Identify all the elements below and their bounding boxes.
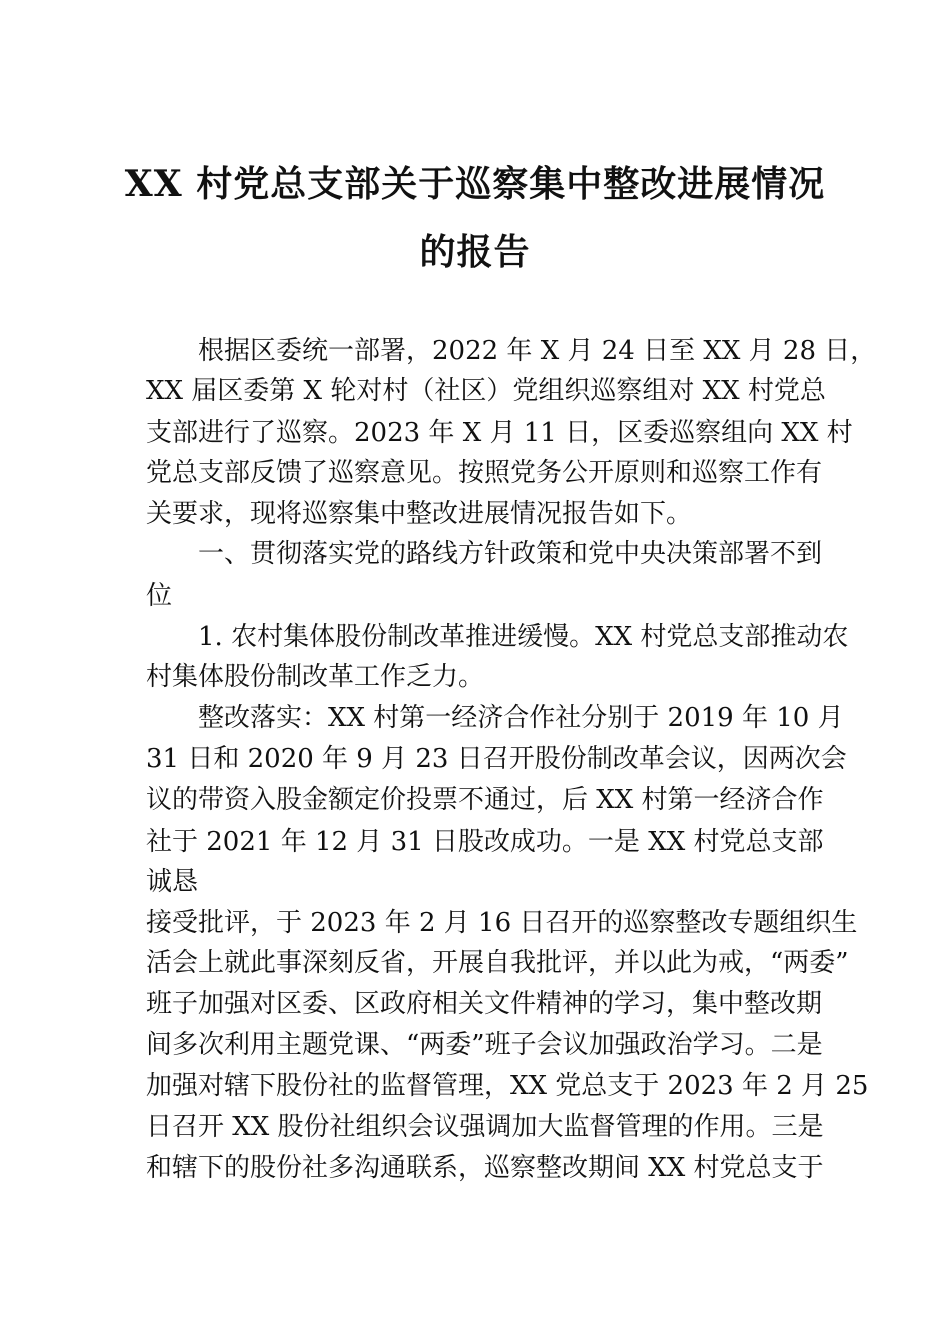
paragraph-line: 社于 2021 年 12 月 31 日股改成功。一是 XX 村党总支部 xyxy=(146,827,824,857)
paragraph-line: 党总支部反馈了巡察意见。按照党务公开原则和巡察工作有 xyxy=(146,458,823,488)
document-title-line-1: XX 村党总支部关于巡察集中整改进展情况 xyxy=(124,163,826,205)
paragraph-line: 加强对辖下股份社的监督管理，XX 党总支于 2023 年 2 月 25 xyxy=(146,1071,869,1101)
paragraph-line: 接受批评，于 2023 年 2 月 16 日召开的巡察整改专题组织生 xyxy=(146,908,858,938)
paragraph-line: 31 日和 2020 年 9 月 23 日召开股份制改革会议，因两次会 xyxy=(146,744,847,774)
paragraph-line: 整改落实：XX 村第一经济合作社分别于 2019 年 10 月 xyxy=(198,703,844,733)
paragraph-line: 支部进行了巡察。2023 年 X 月 11 日，区委巡察组向 XX 村 xyxy=(146,418,853,448)
paragraph-line: 班子加强对区委、区政府相关文件精神的学习，集中整改期 xyxy=(146,989,823,1019)
paragraph-line: 根据区委统一部署，2022 年 X 月 24 日至 XX 月 28 日， xyxy=(198,336,877,366)
paragraph-line: 议的带资入股金额定价投票不通过，后 XX 村第一经济合作 xyxy=(146,785,824,815)
paragraph-line: 1. 农村集体股份制改革推进缓慢。XX 村党总支部推动农 xyxy=(198,622,849,652)
paragraph-line: 和辖下的股份社多沟通联系，巡察整改期间 XX 村党总支于 xyxy=(146,1153,824,1183)
paragraph-line: 诚恳 xyxy=(146,867,199,897)
document-title-line-2: 的报告 xyxy=(419,231,531,273)
paragraph-line: 间多次利用主题党课、“两委”班子会议加强政治学习。二是 xyxy=(146,1030,823,1060)
paragraph-line: 村集体股份制改革工作乏力。 xyxy=(146,662,485,692)
section-heading-line: 一、贯彻落实党的路线方针政策和党中央决策部署不到 xyxy=(198,539,823,569)
section-heading-line: 位 xyxy=(146,581,173,611)
paragraph-line: 活会上就此事深刻反省，开展自我批评，并以此为戒，“两委” xyxy=(146,948,849,978)
paragraph-line: XX 届区委第 X 轮对村（社区）党组织巡察组对 XX 村党总 xyxy=(146,376,826,406)
paragraph-line: 关要求，现将巡察集中整改进展情况报告如下。 xyxy=(146,499,693,529)
paragraph-line: 日召开 XX 股份社组织会议强调加大监督管理的作用。三是 xyxy=(146,1112,824,1142)
